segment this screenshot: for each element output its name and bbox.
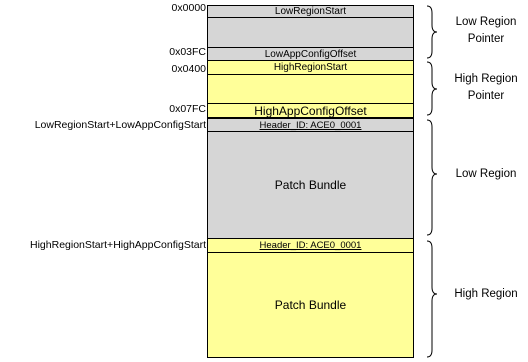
address-high-region-start: HighRegionStart+HighAppConfigStart [30, 239, 206, 251]
low-region-label: Low Region [455, 168, 517, 180]
high-region-label: High Region [454, 288, 518, 300]
low-region-brace [427, 120, 437, 235]
high-pointer-brace [427, 62, 437, 115]
low-region-pointer-label: Low Region Pointer [455, 16, 517, 45]
high-region-brace [427, 241, 437, 357]
address-0x0000: 0x0000 [171, 2, 206, 14]
address-0x03fc: 0x03FC [169, 46, 206, 58]
high-header-label: Header_ID: ACE0_0001 [259, 240, 362, 251]
low-pointer-brace [427, 6, 437, 58]
high-app-config-offset-label: HighAppConfigOffset [254, 103, 367, 118]
low-header-label: Header_ID: ACE0_0001 [259, 119, 362, 131]
address-0x0400: 0x0400 [171, 63, 206, 75]
high-region-start-label: HighRegionStart [273, 62, 348, 73]
high-patch-bundle-label: Patch Bundle [274, 298, 347, 312]
address-0x07fc: 0x07FC [169, 103, 206, 115]
low-app-config-offset-label: LowAppConfigOffset [264, 48, 357, 60]
high-region-pointer-label: High Region Pointer [454, 73, 518, 102]
address-low-region-start: LowRegionStart+LowAppConfigStart [34, 119, 206, 131]
low-patch-bundle-label: Patch Bundle [274, 178, 347, 192]
low-region-start-label: LowRegionStart [274, 6, 347, 17]
